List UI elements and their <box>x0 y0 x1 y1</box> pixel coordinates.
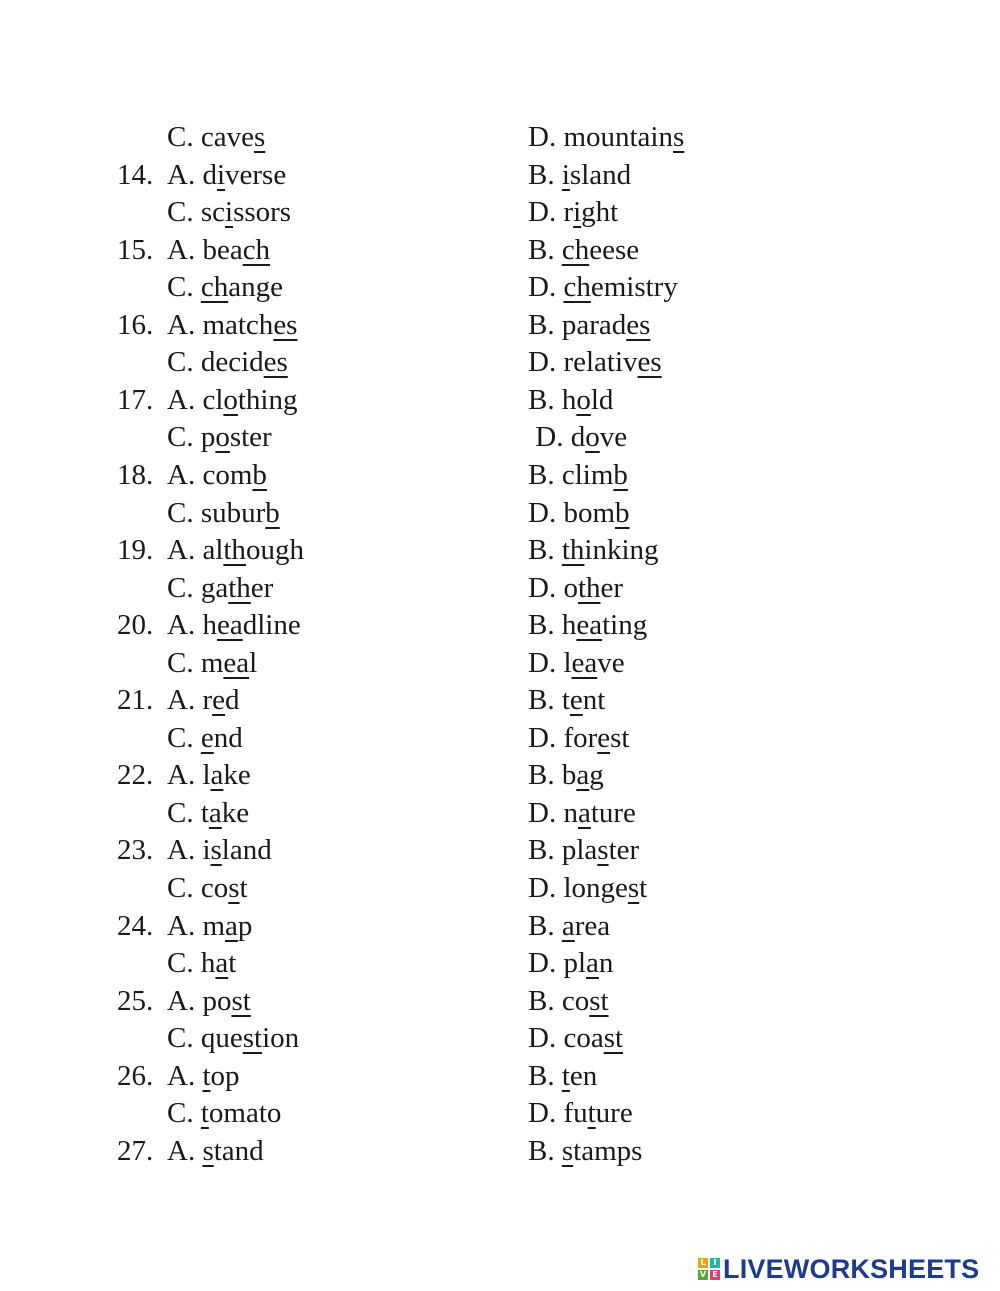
underlined-sound: th <box>577 571 601 604</box>
underlined-sound: st <box>603 1022 624 1055</box>
question-row <box>0 193 1000 231</box>
underlined-sound: a <box>576 759 590 792</box>
question-row <box>0 569 1000 607</box>
option-text-prefix: C. <box>167 1097 201 1130</box>
option-text-prefix: A. d <box>167 158 217 191</box>
option-right <box>528 1132 642 1170</box>
option-text-suffix: ve <box>597 646 625 679</box>
option-right <box>528 381 613 419</box>
option-text-prefix: B. h <box>528 609 577 642</box>
underlined-sound: a <box>225 909 238 942</box>
question-row <box>0 343 1000 381</box>
option-text-suffix: ssors <box>233 196 292 229</box>
underlined-sound: t <box>200 1097 209 1130</box>
option-text-suffix: ght <box>581 196 619 229</box>
option-text-prefix: A. match <box>167 308 274 341</box>
option-text-suffix: g <box>589 759 604 792</box>
underlined-sound: s <box>228 872 240 904</box>
question-number: 20. <box>117 609 154 642</box>
option-text-prefix: C. subur <box>167 496 266 529</box>
option-text-suffix: ter <box>608 834 640 867</box>
option-right <box>528 1019 623 1057</box>
underlined-sound: i <box>573 196 582 229</box>
option-text-suffix: en <box>569 1059 598 1092</box>
option-text-prefix: D. o <box>528 571 578 604</box>
option-right <box>528 831 639 869</box>
option-text-prefix: A. m <box>167 909 225 942</box>
option-left <box>167 982 251 1020</box>
option-left <box>167 756 251 794</box>
underlined-sound: ea <box>576 609 603 642</box>
underlined-sound: b <box>265 496 280 529</box>
underlined-sound: th <box>223 534 246 567</box>
underlined-sound: ea <box>223 646 250 679</box>
logo-tile: L <box>698 1258 708 1268</box>
logo-tile: I <box>710 1258 720 1268</box>
option-text-prefix: C. p <box>167 421 216 454</box>
option-text-suffix: tand <box>213 1134 264 1167</box>
underlined-sound: es <box>626 308 651 341</box>
underlined-sound: a <box>577 796 591 829</box>
question-row <box>0 869 1000 907</box>
option-right <box>528 644 625 682</box>
option-text-prefix: D. mountain <box>528 121 673 153</box>
underlined-sound: b <box>613 458 628 491</box>
question-row <box>0 1019 1000 1057</box>
option-text-suffix: t <box>639 872 648 904</box>
option-left <box>167 456 267 494</box>
option-text-prefix: D. l <box>528 646 572 679</box>
underlined-sound: o <box>576 383 591 416</box>
underlined-sound: s <box>202 1134 214 1167</box>
option-text-prefix: A. al <box>167 534 224 567</box>
option-text-prefix: D. coa <box>528 1022 604 1055</box>
option-text-prefix: C. decid <box>167 346 264 379</box>
question-row <box>0 418 1000 456</box>
option-text-suffix: dline <box>242 609 301 642</box>
question-row <box>0 268 1000 306</box>
option-text-suffix: ve <box>599 421 628 454</box>
option-text-suffix: thing <box>237 383 298 416</box>
question-row <box>0 944 1000 982</box>
option-text-suffix: ion <box>262 1022 300 1055</box>
option-text-suffix: p <box>237 909 253 942</box>
option-text-suffix: ster <box>229 421 272 454</box>
option-text-suffix: d <box>224 684 240 717</box>
option-text-prefix: C. ga <box>167 571 229 604</box>
option-text-prefix: A. cl <box>167 383 224 416</box>
option-right <box>528 982 609 1020</box>
option-text-suffix: t <box>228 947 237 980</box>
option-text-suffix: ure <box>595 1097 633 1130</box>
question-row <box>0 794 1000 832</box>
question-row <box>0 118 1000 156</box>
option-right <box>528 456 628 494</box>
option-right <box>528 681 605 719</box>
option-text-suffix: er <box>600 571 624 604</box>
question-number: 23. <box>117 834 154 867</box>
underlined-sound: s <box>253 121 266 153</box>
option-text-suffix: verse <box>225 158 287 191</box>
option-right <box>528 569 623 607</box>
option-text-prefix: D. r <box>528 196 574 229</box>
underlined-sound: o <box>585 421 600 454</box>
option-text-prefix: B. <box>528 909 562 942</box>
underlined-sound: th <box>228 571 251 604</box>
underlined-sound: s <box>673 121 685 153</box>
option-text-suffix: nt <box>582 684 606 717</box>
option-text-prefix: C. <box>167 271 201 304</box>
option-text-prefix: B. <box>528 534 562 567</box>
option-text-prefix: D. longe <box>528 872 628 904</box>
option-right <box>528 343 662 381</box>
option-left <box>167 869 248 907</box>
option-right <box>528 756 604 794</box>
option-right <box>528 118 684 156</box>
underlined-sound: st <box>242 1022 263 1055</box>
underlined-sound: i <box>225 196 234 229</box>
option-text-prefix: A. l <box>167 759 211 792</box>
option-left <box>167 343 288 381</box>
option-text-prefix: B. <box>528 1059 562 1092</box>
underlined-sound: a <box>215 947 229 980</box>
underlined-sound: es <box>637 346 662 379</box>
logo-tile: V <box>699 1270 707 1279</box>
question-number: 16. <box>117 308 154 341</box>
option-right <box>528 794 636 832</box>
option-text-prefix: C. <box>167 721 201 754</box>
question-number: 27. <box>117 1134 154 1167</box>
underlined-sound: s <box>597 834 609 867</box>
underlined-sound: ch <box>563 271 591 304</box>
underlined-sound: s <box>210 834 222 867</box>
option-left <box>167 944 236 982</box>
option-text-prefix: C. m <box>167 646 224 679</box>
option-left <box>167 231 270 269</box>
option-left <box>167 531 304 569</box>
question-row <box>0 456 1000 494</box>
question-row <box>0 1057 1000 1095</box>
question-number: 24. <box>117 909 154 942</box>
underlined-sound: e <box>212 684 225 717</box>
underlined-sound: a <box>586 947 599 980</box>
question-row <box>0 531 1000 569</box>
option-text-prefix: A. po <box>167 984 232 1017</box>
underlined-sound: t <box>587 1097 596 1130</box>
underlined-sound: o <box>223 383 238 416</box>
question-row <box>0 644 1000 682</box>
option-text-prefix: C. t <box>167 796 209 829</box>
option-left <box>167 1019 299 1057</box>
underlined-sound: ch <box>561 233 590 266</box>
question-number: 22. <box>117 759 154 792</box>
option-text-prefix: A. <box>167 1059 203 1092</box>
question-number: 26. <box>117 1059 154 1092</box>
option-text-prefix: B. t <box>528 684 570 717</box>
option-text-prefix: B. pla <box>528 834 598 867</box>
option-text-prefix: D. relativ <box>528 346 638 379</box>
underlined-sound: th <box>561 534 585 567</box>
question-row <box>0 831 1000 869</box>
option-left <box>167 268 283 306</box>
option-text-prefix: B. <box>528 158 562 191</box>
underlined-sound: a <box>561 909 575 942</box>
logo-text: LIVEWORKSHEETS <box>723 1253 980 1284</box>
option-left <box>167 907 252 945</box>
liveworksheets-logo[interactable] <box>698 1253 979 1285</box>
option-left <box>167 494 280 532</box>
underlined-sound: a <box>210 759 224 792</box>
option-text-prefix: A. <box>167 1134 203 1167</box>
question-number: 18. <box>117 458 154 491</box>
option-right <box>528 719 629 757</box>
underlined-sound: i <box>216 158 226 191</box>
underlined-sound: ch <box>242 233 271 266</box>
option-left <box>167 1094 281 1132</box>
option-right <box>528 907 610 945</box>
question-row <box>0 606 1000 644</box>
option-text-prefix: D. pl <box>528 947 586 980</box>
question-number: 21. <box>117 684 154 717</box>
option-text-prefix: C. que <box>167 1022 243 1055</box>
option-text-prefix: B. parad <box>528 308 627 341</box>
option-right <box>528 944 613 982</box>
option-text-suffix: n <box>598 947 614 980</box>
option-text-suffix: st <box>610 721 630 754</box>
logo-tiles-icon <box>698 1258 720 1280</box>
option-right <box>528 1094 633 1132</box>
logo-tile: E <box>710 1270 720 1280</box>
option-text-prefix: D. d <box>528 421 586 454</box>
option-left <box>167 306 297 344</box>
option-text-prefix: B. clim <box>528 458 614 491</box>
question-row <box>0 907 1000 945</box>
question-row <box>0 982 1000 1020</box>
underlined-sound: ch <box>200 271 229 304</box>
option-text-suffix: ting <box>602 609 648 642</box>
option-text-prefix: B. <box>528 1134 562 1167</box>
underlined-sound: e <box>569 684 583 717</box>
question-row <box>0 1094 1000 1132</box>
option-text-prefix: D. for <box>528 721 598 754</box>
option-left <box>167 644 257 682</box>
question-row <box>0 681 1000 719</box>
question-row <box>0 719 1000 757</box>
option-right <box>528 531 659 569</box>
option-left <box>167 794 249 832</box>
option-text-suffix: tamps <box>573 1134 643 1167</box>
option-right <box>528 306 650 344</box>
question-number: 15. <box>117 233 154 266</box>
underlined-sound: b <box>615 496 630 529</box>
question-row <box>0 494 1000 532</box>
option-text-prefix: A. com <box>167 458 253 491</box>
underlined-sound: es <box>263 346 288 379</box>
option-text-suffix: op <box>210 1059 240 1092</box>
option-right <box>528 494 630 532</box>
option-left <box>167 606 301 644</box>
option-text-suffix: er <box>250 571 274 604</box>
option-text-suffix: land <box>221 834 272 867</box>
option-left <box>167 831 272 869</box>
option-right <box>528 1057 597 1095</box>
question-row <box>0 381 1000 419</box>
option-text-prefix: D. bom <box>528 496 615 529</box>
option-text-suffix: emistry <box>590 271 678 304</box>
option-text-prefix: C. co <box>167 872 229 904</box>
underlined-sound: s <box>627 872 640 904</box>
option-left <box>167 193 291 231</box>
underlined-sound: e <box>597 721 611 754</box>
option-text-prefix: A. r <box>167 684 213 717</box>
underlined-sound: b <box>252 458 267 491</box>
option-text-suffix: eese <box>589 233 640 266</box>
question-number: 25. <box>117 984 154 1017</box>
underlined-sound: ea <box>216 609 243 642</box>
option-right <box>528 231 639 269</box>
underlined-sound: o <box>215 421 230 454</box>
question-row <box>0 306 1000 344</box>
underlined-sound: st <box>231 984 251 1017</box>
option-text-prefix: B. b <box>528 759 577 792</box>
option-left <box>167 569 273 607</box>
option-text-prefix: B. <box>528 233 562 266</box>
option-right <box>528 156 631 194</box>
option-text-prefix: C. sc <box>167 196 225 229</box>
option-text-prefix: A. h <box>167 609 217 642</box>
question-row <box>0 756 1000 794</box>
option-text-suffix: inking <box>584 534 659 567</box>
option-text-prefix: A. bea <box>167 233 243 266</box>
option-text-suffix: t <box>239 872 248 904</box>
option-text-suffix: l <box>249 646 258 679</box>
underlined-sound: t <box>202 1059 211 1092</box>
option-text-suffix: ture <box>590 796 636 829</box>
question-number: 14. <box>117 158 154 191</box>
option-text-prefix: C. h <box>167 947 216 980</box>
option-text-prefix: C. cave <box>167 121 254 153</box>
option-right <box>528 418 627 456</box>
option-left <box>167 381 298 419</box>
option-left <box>167 1132 264 1170</box>
option-text-suffix: ld <box>590 383 614 416</box>
option-right <box>528 869 647 907</box>
underlined-sound: e <box>200 721 214 754</box>
option-text-suffix: ough <box>245 534 304 567</box>
option-text-suffix: rea <box>574 909 611 942</box>
option-left <box>167 681 239 719</box>
underlined-sound: ea <box>571 646 598 679</box>
question-number: 19. <box>117 534 154 567</box>
option-left <box>167 418 272 456</box>
option-text-prefix: A. i <box>167 834 211 867</box>
option-right <box>528 606 647 644</box>
option-text-prefix: D. <box>528 271 564 304</box>
option-text-suffix: ke <box>223 759 251 792</box>
option-text-suffix: ange <box>228 271 283 304</box>
option-text-suffix: omato <box>208 1097 282 1130</box>
option-text-prefix: D. n <box>528 796 578 829</box>
option-left <box>167 118 265 156</box>
underlined-sound: a <box>208 796 222 829</box>
option-left <box>167 1057 240 1095</box>
option-left <box>167 156 286 194</box>
underlined-sound: s <box>561 1134 574 1167</box>
question-row <box>0 1132 1000 1170</box>
question-row <box>0 231 1000 269</box>
underlined-sound: i <box>561 158 570 191</box>
option-text-suffix: ke <box>221 796 250 829</box>
question-number: 17. <box>117 383 154 416</box>
option-text-prefix: B. h <box>528 383 577 416</box>
option-text-prefix: D. fu <box>528 1097 588 1130</box>
option-text-suffix: nd <box>213 721 243 754</box>
option-text-suffix: sland <box>569 158 632 191</box>
underlined-sound: st <box>589 984 609 1017</box>
option-right <box>528 193 618 231</box>
option-right <box>528 268 678 306</box>
underlined-sound: t <box>561 1059 570 1092</box>
option-text-prefix: B. co <box>528 984 590 1017</box>
underlined-sound: es <box>273 308 298 341</box>
option-left <box>167 719 243 757</box>
question-row <box>0 156 1000 194</box>
